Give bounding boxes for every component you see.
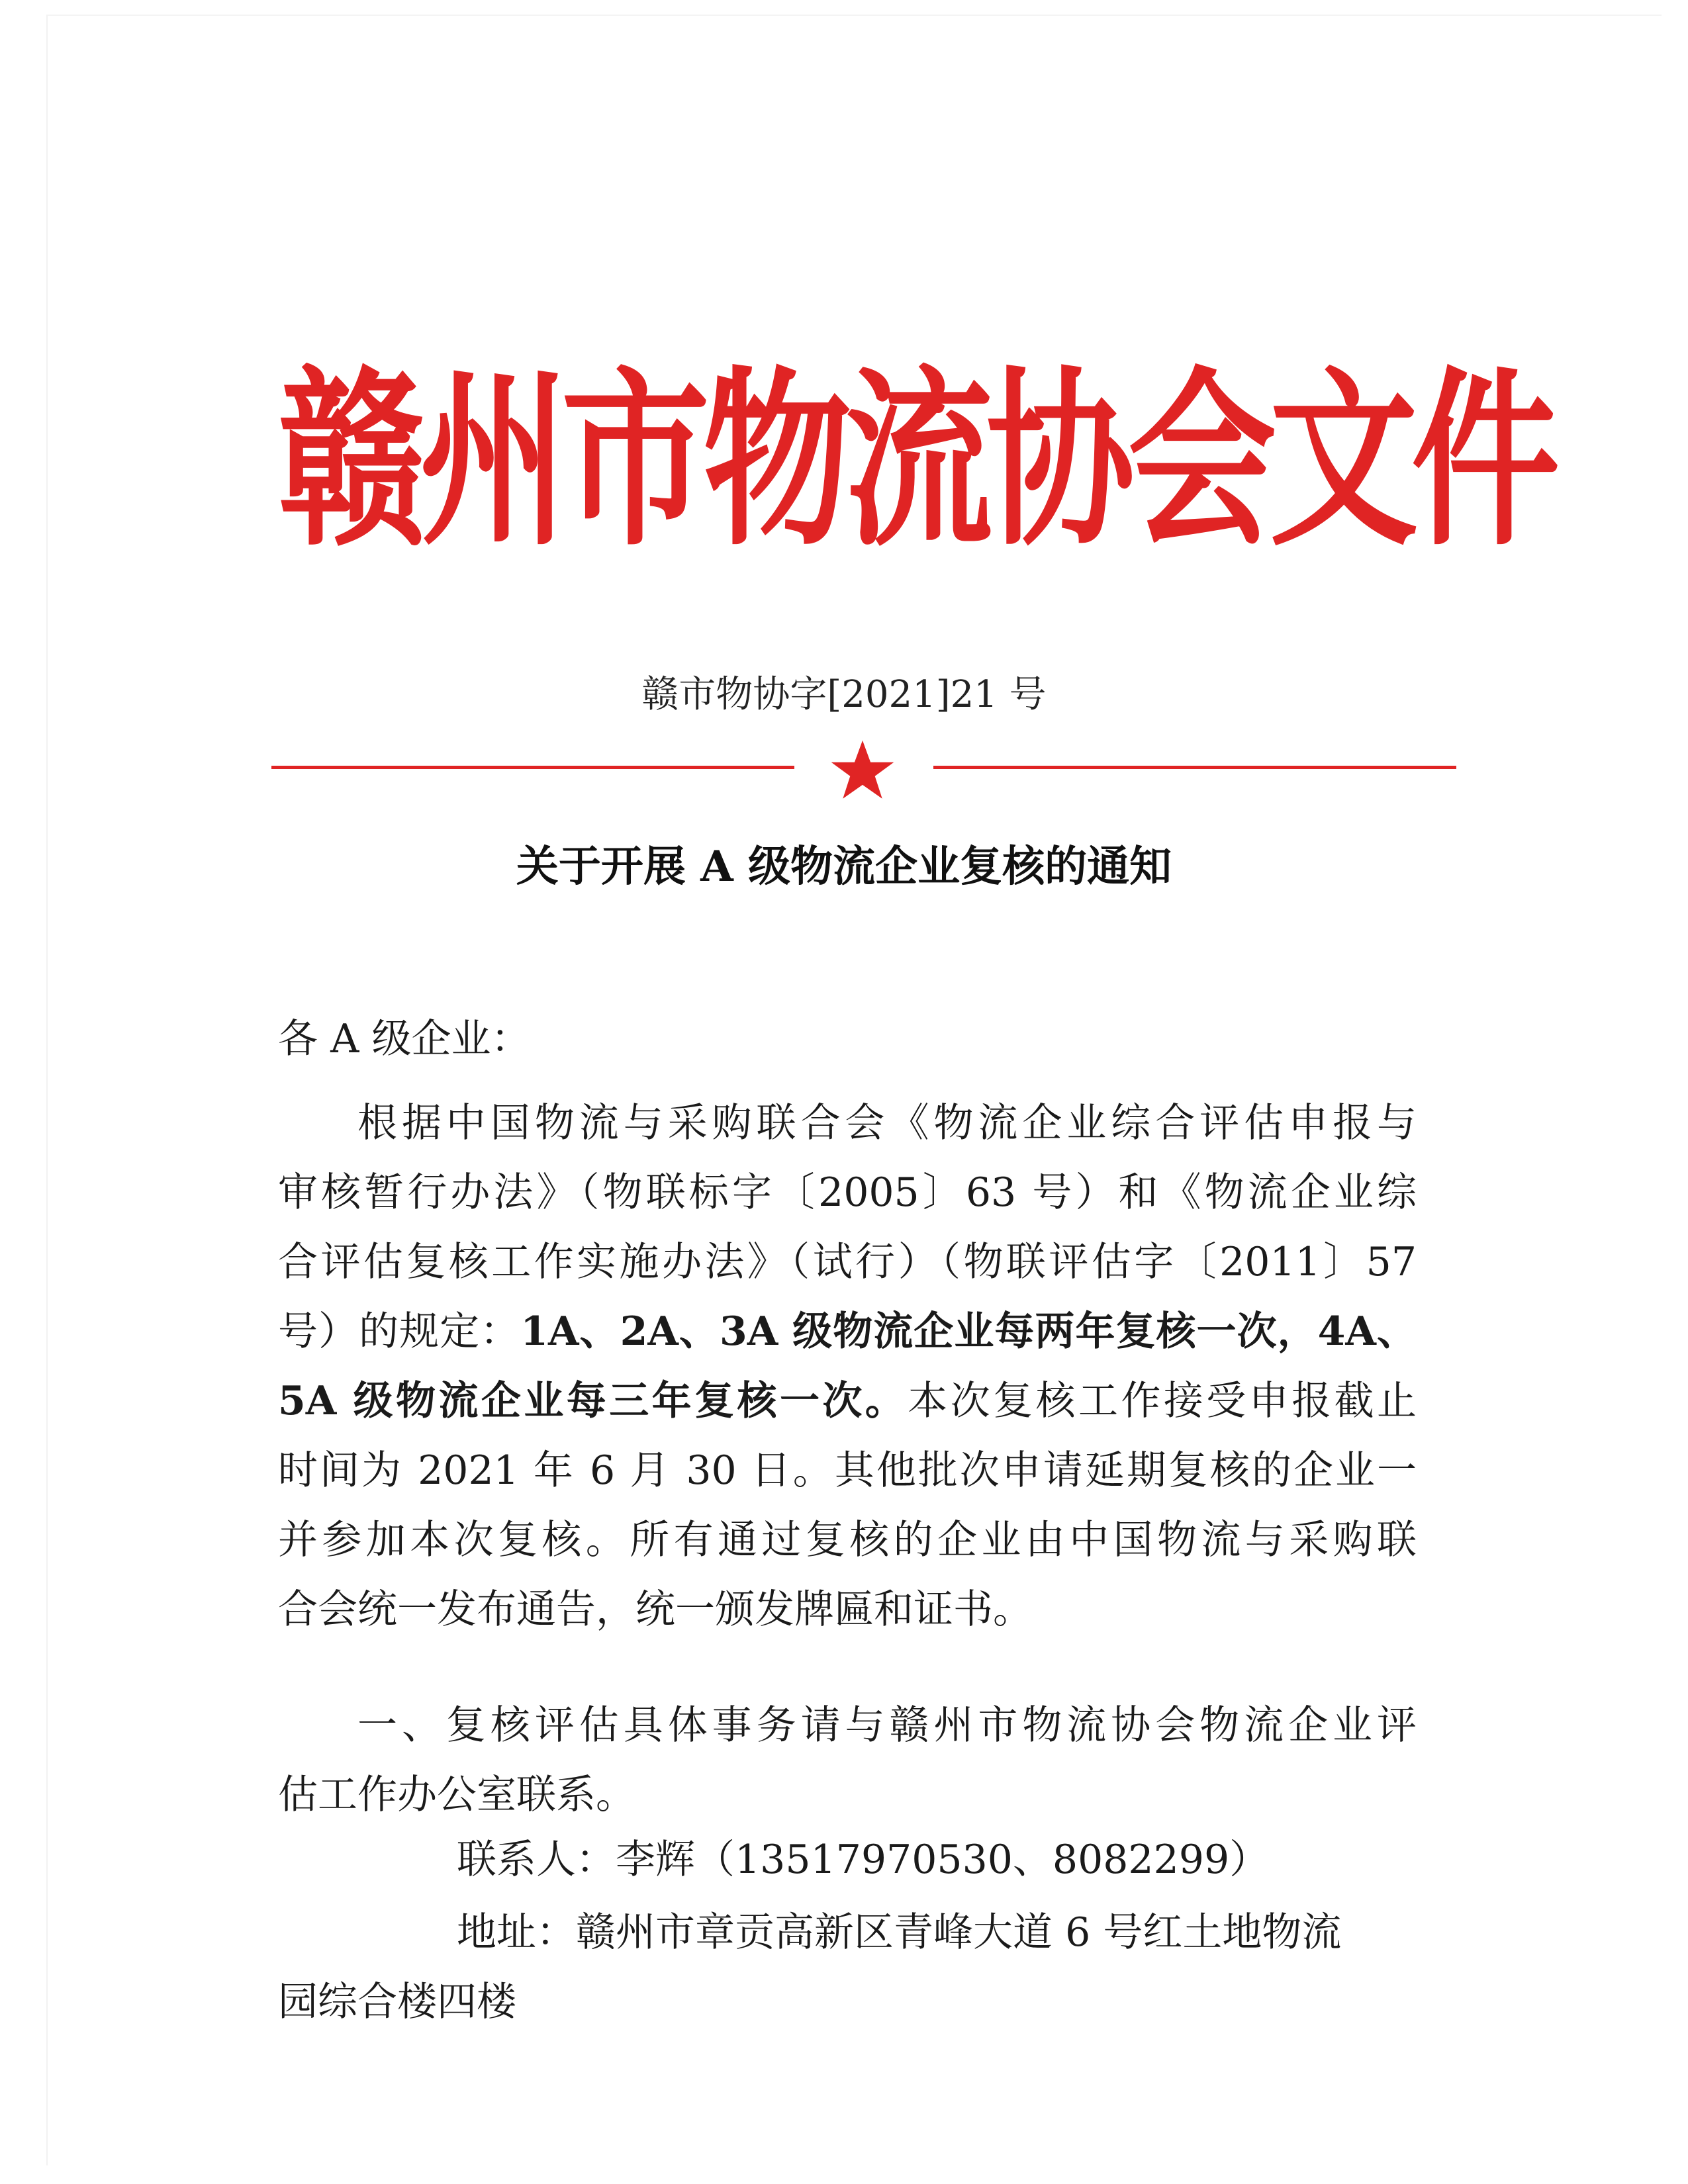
para1-line-4-bold: 1A、2A、3A 级物流企业每两年复核一次，4A、 [520, 1308, 1417, 1355]
para1-line-5-normal: 本次复核工作接受申报截止 [908, 1378, 1417, 1424]
document-number: 赣市物协字[2021]21 号 [641, 673, 1047, 716]
star-shape [831, 741, 894, 799]
para1-line-5 [278, 1367, 1417, 1436]
para2-line-2: 估工作办公室联系。 [278, 1772, 635, 1818]
red-rule-right [933, 766, 1456, 769]
para1-line-7: 并参加本次复核。所有通过复核的企业由中国物流与采购联 [278, 1517, 1417, 1563]
red-rule-left [271, 766, 794, 769]
contact-address: 地址：赣州市章贡高新区青峰大道 6 号红土地物流 [457, 1909, 1342, 1956]
para1-line-1: 根据中国物流与采购联合会《物流企业综合评估申报与 [357, 1100, 1417, 1146]
para1-line-4 [278, 1297, 1417, 1367]
para1-line-3: 合评估复核工作实施办法》（试行）（物联评估字〔2011〕57 [278, 1239, 1417, 1285]
para1-line-4-normal: 号）的规定： [278, 1308, 521, 1355]
para1-line-5-bold: 5A 级物流企业每三年复核一次。 [278, 1378, 908, 1424]
notice-title: 关于开展 A 级物流企业复核的通知 [516, 842, 1172, 891]
salutation: 各 A 级企业： [278, 1016, 531, 1062]
contact-person: 联系人：李辉（13517970530、8082299） [457, 1837, 1270, 1883]
body-paragraph-2 [278, 1691, 1417, 1830]
para1-line-6: 时间为 2021 年 6 月 30 日。其他批次申请延期复核的企业一 [278, 1447, 1417, 1494]
star-icon [826, 735, 899, 807]
para1-line-2: 审核暂行办法》（物联标字〔2005〕63 号）和《物流企业综 [278, 1169, 1417, 1216]
contact-address-continued: 园综合楼四楼 [278, 1979, 516, 2025]
body-paragraph-1 [278, 1089, 1417, 1645]
para1-line-8: 合会统一发布通告，统一颁发牌匾和证书。 [278, 1586, 1033, 1633]
masthead-title: 赣州市物流协会文件 [278, 350, 1553, 572]
para2-line-1: 一、复核评估具体事务请与赣州市物流协会物流企业评 [357, 1702, 1417, 1749]
